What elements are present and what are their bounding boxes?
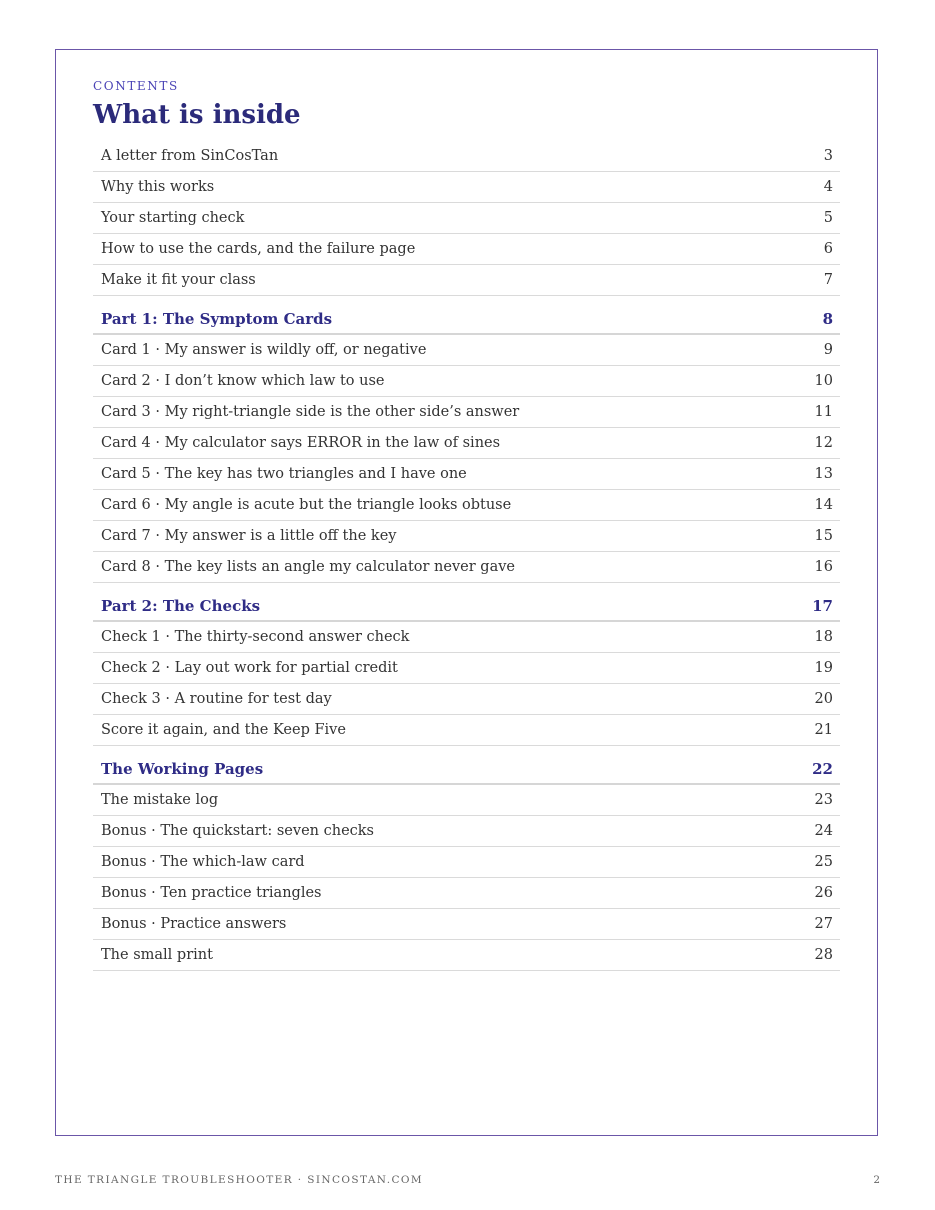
toc-entry-page: 16	[814, 559, 833, 575]
toc-entry-page: 6	[823, 241, 833, 257]
toc-entry[interactable]	[93, 428, 840, 459]
toc-entry[interactable]	[93, 785, 840, 816]
toc-entry-page: 15	[814, 528, 833, 544]
toc-entry-title: Bonus · Practice answers	[101, 916, 287, 932]
toc-entry[interactable]	[93, 397, 840, 428]
toc-entry-title: Card 8 · The key lists an angle my calculator never gave	[101, 559, 515, 575]
toc-entry-page: 27	[814, 916, 833, 932]
toc-entry-title: Card 4 · My calculator says ERROR in the law of sines	[101, 435, 501, 451]
toc-entry[interactable]	[93, 366, 840, 397]
footer-page-number: 2	[873, 1174, 880, 1186]
toc-entry[interactable]	[93, 552, 840, 583]
toc-entry[interactable]	[93, 684, 840, 715]
toc-entry-page: 13	[814, 466, 833, 482]
toc-entry-title: Check 2 · Lay out work for partial credit	[101, 660, 398, 676]
toc-entry-title: Make it fit your class	[101, 272, 256, 288]
toc-entry-title: Check 1 · The thirty-second answer check	[101, 629, 410, 645]
toc-entry[interactable]	[93, 172, 840, 203]
toc-part-heading[interactable]	[93, 296, 840, 335]
toc-entry-title: The small print	[101, 947, 213, 963]
toc-entry[interactable]	[93, 265, 840, 296]
toc-entry[interactable]	[93, 459, 840, 490]
toc-entry-title: The Working Pages	[101, 759, 264, 778]
toc-entry-page: 12	[814, 435, 833, 451]
toc-entry-title: A letter from SinCosTan	[101, 148, 279, 164]
toc-entry-title: Card 6 · My angle is acute but the triangle looks obtuse	[101, 497, 512, 513]
toc-entry-title: Card 1 · My answer is wildly off, or negative	[101, 342, 427, 358]
toc-entry-page: 3	[823, 148, 833, 164]
toc-part-heading[interactable]	[93, 746, 840, 785]
toc-entry-title: Bonus · The which-law card	[101, 854, 305, 870]
toc-entry-title: Score it again, and the Keep Five	[101, 722, 346, 738]
toc-entry-title: Your starting check	[101, 210, 245, 226]
toc-entry-page: 21	[814, 722, 833, 738]
toc-entry-page: 8	[822, 309, 833, 328]
toc-entry-page: 4	[823, 179, 833, 195]
toc-entry-title: Bonus · The quickstart: seven checks	[101, 823, 374, 839]
toc-entry-page: 20	[814, 691, 833, 707]
toc-entry-title: Bonus · Ten practice triangles	[101, 885, 322, 901]
toc-entry-page: 5	[823, 210, 833, 226]
toc-entry-page: 7	[823, 272, 833, 288]
toc-entry[interactable]	[93, 335, 840, 366]
toc-entry-title: Card 7 · My answer is a little off the key	[101, 528, 397, 544]
toc-entry[interactable]	[93, 715, 840, 746]
toc-entry-page: 10	[814, 373, 833, 389]
toc-entry[interactable]	[93, 847, 840, 878]
toc-entry-page: 26	[814, 885, 833, 901]
toc-entry-page: 18	[814, 629, 833, 645]
toc-entry[interactable]	[93, 521, 840, 552]
toc-entry-page: 14	[814, 497, 833, 513]
toc-entry-page: 11	[814, 404, 833, 420]
footer-title: THE TRIANGLE TROUBLESHOOTER · SINCOSTAN.COM	[55, 1174, 424, 1186]
toc-entry[interactable]	[93, 878, 840, 909]
toc-entry-page: 25	[814, 854, 833, 870]
toc-entry-page: 23	[814, 792, 833, 808]
toc-entry-page: 22	[812, 759, 833, 778]
toc-entry-page: 19	[814, 660, 833, 676]
toc-entry-title: How to use the cards, and the failure page	[101, 241, 416, 257]
toc-entry[interactable]	[93, 653, 840, 684]
toc-entry[interactable]	[93, 203, 840, 234]
toc-entry-title: Card 5 · The key has two triangles and I have one	[101, 466, 467, 482]
page-title: What is inside	[93, 100, 301, 130]
toc-entry-title: Part 2: The Checks	[101, 596, 261, 615]
toc-entry-title: Part 1: The Symptom Cards	[101, 309, 333, 328]
table-of-contents	[93, 141, 840, 971]
toc-entry-title: The mistake log	[101, 792, 219, 808]
toc-entry-title: Check 3 · A routine for test day	[101, 691, 332, 707]
toc-entry-title: Why this works	[101, 179, 215, 195]
section-eyebrow: CONTENTS	[93, 79, 179, 93]
toc-entry[interactable]	[93, 909, 840, 940]
toc-entry[interactable]	[93, 234, 840, 265]
toc-entry-page: 9	[823, 342, 833, 358]
toc-entry-page: 24	[814, 823, 833, 839]
toc-entry-page: 17	[812, 596, 833, 615]
toc-entry[interactable]	[93, 816, 840, 847]
toc-entry-title: Card 3 · My right-triangle side is the other side’s answer	[101, 404, 520, 420]
toc-entry[interactable]	[93, 490, 840, 521]
toc-entry[interactable]	[93, 940, 840, 971]
toc-entry-page: 28	[814, 947, 833, 963]
toc-entry-title: Card 2 · I don’t know which law to use	[101, 373, 385, 389]
toc-part-heading[interactable]	[93, 583, 840, 622]
toc-entry[interactable]	[93, 622, 840, 653]
toc-entry[interactable]	[93, 141, 840, 172]
